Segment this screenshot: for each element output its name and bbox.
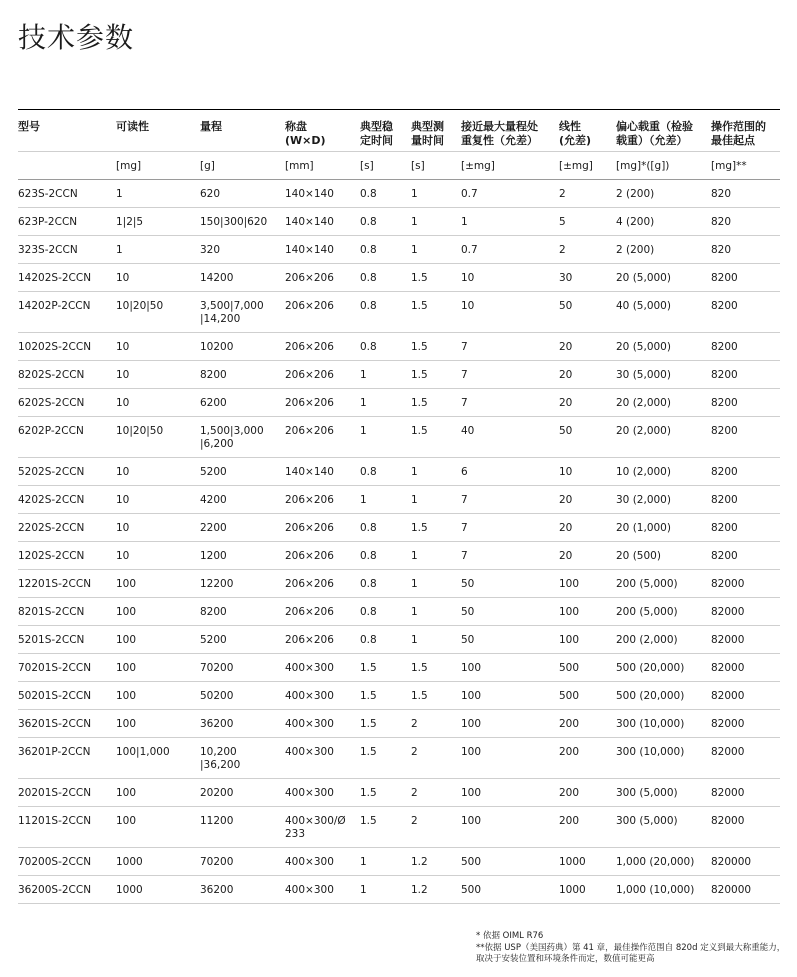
table-cell: 82000 [711,598,780,626]
model-cell: 6202S-2CCN [18,389,116,417]
table-cell: 1000 [116,876,200,904]
table-cell: 10200 [200,333,285,361]
table-cell: 820 [711,208,780,236]
table-cell: 82000 [711,626,780,654]
table-cell: 2 [411,738,461,779]
table-row [18,292,780,333]
table-cell: 0.7 [461,180,559,208]
table-cell: 20 (5,000) [616,333,711,361]
table-cell: 400×300 [285,848,360,876]
table-cell: 400×300 [285,876,360,904]
table-cell: 100 [116,626,200,654]
table-cell: 10 [116,486,200,514]
table-cell: 4200 [200,486,285,514]
table-cell: 7 [461,514,559,542]
table-cell: 100 [461,807,559,848]
column-unit: [mg]*([g]) [616,152,711,180]
table-cell: 100 [461,738,559,779]
table-cell: 82000 [711,738,780,779]
table-cell: 206×206 [285,417,360,458]
table-row [18,598,780,626]
table-cell: 320 [200,236,285,264]
table-cell: 500 [461,848,559,876]
table-cell: 2 [559,236,616,264]
table-cell: 0.8 [360,208,411,236]
table-cell: 10 [116,458,200,486]
table-cell: 140×140 [285,180,360,208]
table-cell: 1.5 [411,389,461,417]
table-cell: 200 [559,738,616,779]
table-body [18,180,780,904]
model-cell: 6202P-2CCN [18,417,116,458]
table-cell: 100 [116,654,200,682]
table-cell: 300 (10,000) [616,710,711,738]
table-cell: 100 [116,807,200,848]
table-cell: 2 [411,779,461,807]
table-cell: 8200 [711,542,780,570]
table-cell: 8200 [200,598,285,626]
table-cell: 20 [559,542,616,570]
table-cell: 100 [559,570,616,598]
table-cell: 100 [116,710,200,738]
table-cell: 20200 [200,779,285,807]
table-cell: 206×206 [285,389,360,417]
table-cell: 7 [461,389,559,417]
table-cell: 620 [200,180,285,208]
model-cell: 36201P-2CCN [18,738,116,779]
table-cell: 500 [461,876,559,904]
table-cell: 82000 [711,710,780,738]
table-cell: 1.5 [411,682,461,710]
column-header: 量程 [200,110,285,152]
table-cell: 400×300 [285,682,360,710]
table-row [18,542,780,570]
table-cell: 820 [711,180,780,208]
model-cell: 36201S-2CCN [18,710,116,738]
table-cell: 100 [461,710,559,738]
table-cell: 206×206 [285,333,360,361]
table-cell: 400×300 [285,710,360,738]
table-cell: 1.5 [411,361,461,389]
table-cell: 1 [116,236,200,264]
table-cell: 0.8 [360,180,411,208]
table-cell: 8200 [711,417,780,458]
table-cell: 2 [411,807,461,848]
model-cell: 50201S-2CCN [18,682,116,710]
page-title: 技术参数 [18,21,135,54]
table-cell: 206×206 [285,264,360,292]
table-cell: 1.5 [411,264,461,292]
table-cell: 20 (2,000) [616,389,711,417]
table-cell: 1 [461,208,559,236]
table-cell: 206×206 [285,626,360,654]
table-row [18,333,780,361]
model-cell: 20201S-2CCN [18,779,116,807]
table-cell: 0.8 [360,236,411,264]
table-cell: 100|1,000 [116,738,200,779]
column-header: 称盘 (W×D) [285,110,360,152]
table-cell: 5200 [200,458,285,486]
table-cell: 206×206 [285,598,360,626]
table-cell: 1.5 [360,738,411,779]
table-row [18,486,780,514]
table-cell: 1 [411,598,461,626]
table-cell: 82000 [711,682,780,710]
column-header: 可读性 [116,110,200,152]
table-cell: 7 [461,542,559,570]
table-cell: 1 [411,180,461,208]
table-cell: 40 (5,000) [616,292,711,333]
table-cell: 50 [461,570,559,598]
table-cell: 1200 [200,542,285,570]
table-cell: 200 [559,710,616,738]
table-cell: 8200 [711,486,780,514]
table-cell: 1 [360,361,411,389]
column-unit: [±mg] [461,152,559,180]
table-header-row [18,110,780,152]
table-cell: 1.5 [360,807,411,848]
table-cell: 0.8 [360,292,411,333]
model-cell: 12201S-2CCN [18,570,116,598]
table-cell: 0.8 [360,626,411,654]
model-cell: 10202S-2CCN [18,333,116,361]
table-cell: 0.8 [360,542,411,570]
table-cell: 1 [360,417,411,458]
table-cell: 100 [116,598,200,626]
table-cell: 2200 [200,514,285,542]
footnote-usp: **依据 USP（美国药典）第 41 章，最佳操作范围自 820d 定义到最大称重能力， 取决于安装位置和环境条件而定，数值可能更高 [476,942,786,964]
table-cell: 6 [461,458,559,486]
table-cell: 1|2|5 [116,208,200,236]
table-cell: 8200 [711,361,780,389]
table-cell: 200 (5,000) [616,598,711,626]
table-cell: 206×206 [285,361,360,389]
table-cell: 200 (5,000) [616,570,711,598]
table-cell: 8200 [711,514,780,542]
table-cell: 1 [411,570,461,598]
table-cell: 10,200 |36,200 [200,738,285,779]
table-cell: 1 [411,236,461,264]
table-row [18,389,780,417]
table-cell: 20 [559,389,616,417]
table-cell: 0.8 [360,598,411,626]
table-cell: 30 [559,264,616,292]
column-unit: [s] [411,152,461,180]
table-cell: 20 [559,514,616,542]
model-cell: 323S-2CCN [18,236,116,264]
model-cell: 4202S-2CCN [18,486,116,514]
table-cell: 1 [411,486,461,514]
table-cell: 206×206 [285,570,360,598]
table-cell: 12200 [200,570,285,598]
table-cell: 7 [461,361,559,389]
column-unit [18,152,116,180]
table-cell: 1.5 [411,292,461,333]
table-cell: 1,500|3,000 |6,200 [200,417,285,458]
table-cell: 200 (2,000) [616,626,711,654]
table-cell: 0.8 [360,570,411,598]
table-cell: 6200 [200,389,285,417]
table-cell: 500 (20,000) [616,682,711,710]
table-cell: 0.8 [360,333,411,361]
table-cell: 500 [559,682,616,710]
column-header: 操作范围的 最佳起点 [711,110,780,152]
table-cell: 300 (5,000) [616,807,711,848]
table-cell: 1 [360,486,411,514]
table-cell: 2 (200) [616,180,711,208]
table-cell: 1.5 [411,417,461,458]
table-cell: 1 [360,389,411,417]
table-cell: 5 [559,208,616,236]
table-row [18,264,780,292]
table-cell: 0.7 [461,236,559,264]
table-cell: 14200 [200,264,285,292]
model-cell: 8201S-2CCN [18,598,116,626]
table-cell: 10 [116,361,200,389]
table-row [18,876,780,904]
table-cell: 100 [461,779,559,807]
table-cell: 100 [559,598,616,626]
model-cell: 623S-2CCN [18,180,116,208]
table-cell: 10 [461,292,559,333]
table-cell: 20 [559,333,616,361]
table-cell: 20 [559,361,616,389]
footnotes [476,931,785,966]
table-cell: 2 [559,180,616,208]
table-cell: 140×140 [285,236,360,264]
table-cell: 50 [559,292,616,333]
table-row [18,807,780,848]
table-cell: 8200 [711,292,780,333]
table-row [18,208,780,236]
model-cell: 14202S-2CCN [18,264,116,292]
table-cell: 150|300|620 [200,208,285,236]
table-cell: 20 (2,000) [616,417,711,458]
table-cell: 1 [411,208,461,236]
model-cell: 70200S-2CCN [18,848,116,876]
table-cell: 206×206 [285,542,360,570]
table-cell: 0.8 [360,514,411,542]
table-cell: 206×206 [285,514,360,542]
table-cell: 8200 [711,264,780,292]
table-cell: 1,000 (20,000) [616,848,711,876]
table-cell: 82000 [711,779,780,807]
table-cell: 7 [461,333,559,361]
table-cell: 300 (10,000) [616,738,711,779]
table-cell: 1000 [559,848,616,876]
table-cell: 4 (200) [616,208,711,236]
table-cell: 100 [116,682,200,710]
column-header: 接近最大量程处 重复性（允差） [461,110,559,152]
table-cell: 1.2 [411,848,461,876]
table-cell: 1.5 [360,779,411,807]
column-unit: [mg] [116,152,200,180]
table-cell: 200 [559,807,616,848]
table-cell: 10 [116,264,200,292]
table-cell: 820000 [711,848,780,876]
column-header: 型号 [18,110,116,152]
table-cell: 1.2 [411,876,461,904]
table-cell: 10|20|50 [116,292,200,333]
table-row [18,654,780,682]
table-row [18,458,780,486]
table-cell: 1.5 [411,654,461,682]
table-row [18,236,780,264]
table-row [18,738,780,779]
table-cell: 400×300/Ø 233 [285,807,360,848]
table-cell: 30 (2,000) [616,486,711,514]
table-cell: 1 [411,458,461,486]
table-cell: 200 [559,779,616,807]
table-cell: 20 (5,000) [616,264,711,292]
table-cell: 20 [559,486,616,514]
table-cell: 140×140 [285,208,360,236]
table-cell: 1.5 [411,333,461,361]
table-cell: 820000 [711,876,780,904]
model-cell: 8202S-2CCN [18,361,116,389]
table-cell: 100 [461,654,559,682]
table-cell: 40 [461,417,559,458]
table-cell: 10 [559,458,616,486]
table-cell: 8200 [711,333,780,361]
table-cell: 206×206 [285,486,360,514]
column-unit: [s] [360,152,411,180]
column-header: 典型测 量时间 [411,110,461,152]
model-cell: 11201S-2CCN [18,807,116,848]
table-cell: 206×206 [285,292,360,333]
table-cell: 8200 [711,458,780,486]
table-cell: 1.5 [360,710,411,738]
table-cell: 100 [559,626,616,654]
table-cell: 10|20|50 [116,417,200,458]
table-cell: 500 (20,000) [616,654,711,682]
table-row [18,682,780,710]
table-cell: 400×300 [285,738,360,779]
footnote-oiml: * 依据 OIML R76 [476,931,544,941]
model-cell: 5202S-2CCN [18,458,116,486]
table-row [18,779,780,807]
spec-table [18,109,780,904]
table-units-row [18,152,780,180]
table-row [18,180,780,208]
model-cell: 14202P-2CCN [18,292,116,333]
table-cell: 10 [116,542,200,570]
table-cell: 36200 [200,710,285,738]
table-cell: 50 [461,598,559,626]
table-cell: 82000 [711,570,780,598]
table-cell: 820 [711,236,780,264]
table-cell: 50 [559,417,616,458]
table-cell: 10 [116,333,200,361]
table-cell: 140×140 [285,458,360,486]
column-header: 典型稳 定时间 [360,110,411,152]
table-cell: 11200 [200,807,285,848]
table-cell: 10 [116,514,200,542]
table-row [18,626,780,654]
model-cell: 1202S-2CCN [18,542,116,570]
table-cell: 30 (5,000) [616,361,711,389]
table-cell: 1 [411,626,461,654]
table-cell: 70200 [200,654,285,682]
table-cell: 8200 [200,361,285,389]
table-cell: 50 [461,626,559,654]
table-row [18,514,780,542]
table-cell: 3,500|7,000 |14,200 [200,292,285,333]
table-row [18,570,780,598]
table-cell: 1.5 [360,682,411,710]
table-cell: 20 (1,000) [616,514,711,542]
table-cell: 0.8 [360,264,411,292]
table-cell: 20 (500) [616,542,711,570]
table-cell: 400×300 [285,654,360,682]
column-unit: [mm] [285,152,360,180]
column-header: 偏心载重（检验 载重）（允差） [616,110,711,152]
model-cell: 623P-2CCN [18,208,116,236]
table-cell: 1 [360,848,411,876]
table-row [18,848,780,876]
table-cell: 1000 [116,848,200,876]
model-cell: 70201S-2CCN [18,654,116,682]
table-cell: 36200 [200,876,285,904]
table-cell: 8200 [711,389,780,417]
model-cell: 36200S-2CCN [18,876,116,904]
table-cell: 1 [360,876,411,904]
column-header: 线性 (允差) [559,110,616,152]
table-cell: 100 [461,682,559,710]
model-cell: 5201S-2CCN [18,626,116,654]
table-cell: 5200 [200,626,285,654]
table-cell: 82000 [711,807,780,848]
table-cell: 50200 [200,682,285,710]
table-row [18,710,780,738]
table-cell: 0.8 [360,458,411,486]
table-cell: 1.5 [360,654,411,682]
table-cell: 1.5 [411,514,461,542]
table-cell: 1000 [559,876,616,904]
table-cell: 400×300 [285,779,360,807]
column-unit: [g] [200,152,285,180]
model-cell: 2202S-2CCN [18,514,116,542]
table-cell: 10 [116,389,200,417]
column-unit: [±mg] [559,152,616,180]
table-cell: 100 [116,570,200,598]
table-cell: 10 (2,000) [616,458,711,486]
table-cell: 500 [559,654,616,682]
table-cell: 2 (200) [616,236,711,264]
column-unit: [mg]** [711,152,780,180]
table-cell: 82000 [711,654,780,682]
table-cell: 10 [461,264,559,292]
table-cell: 1,000 (10,000) [616,876,711,904]
table-cell: 1 [411,542,461,570]
table-cell: 1 [116,180,200,208]
table-row [18,417,780,458]
table-cell: 70200 [200,848,285,876]
table-cell: 300 (5,000) [616,779,711,807]
table-cell: 100 [116,779,200,807]
table-cell: 2 [411,710,461,738]
table-row [18,361,780,389]
table-cell: 7 [461,486,559,514]
